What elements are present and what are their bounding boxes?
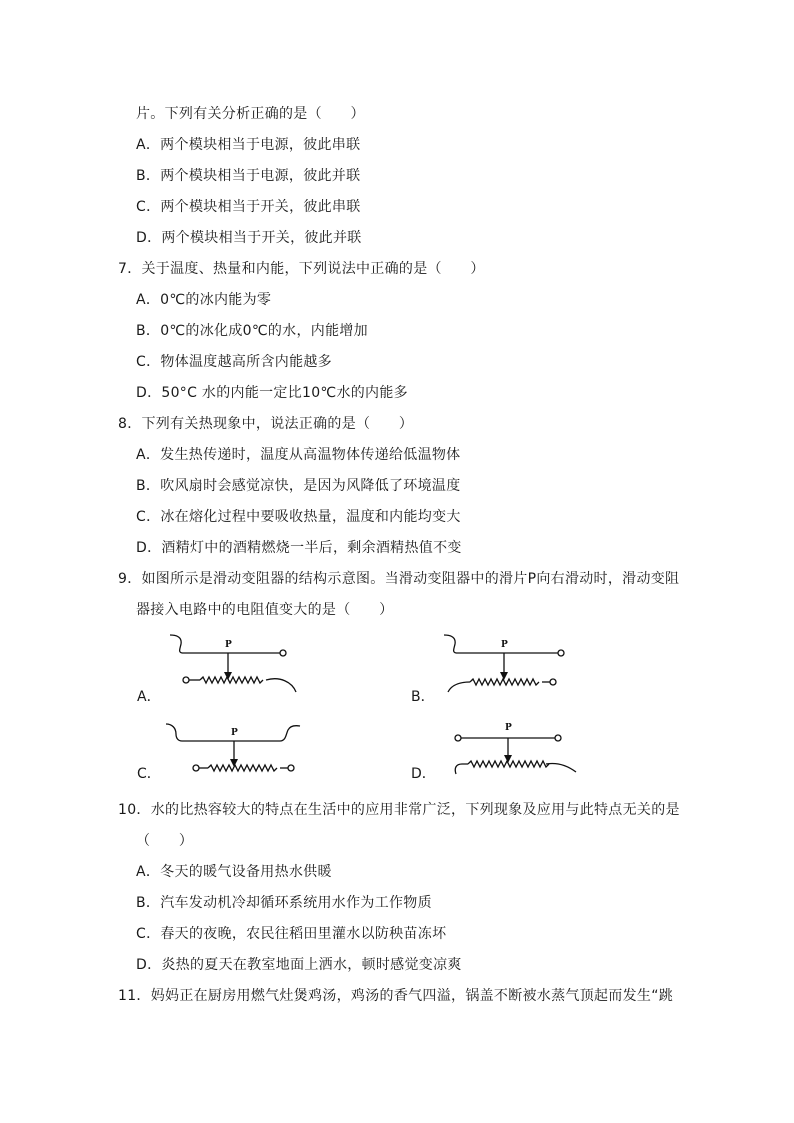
q10-option-a: A．冬天的暖气设备用热水供暖 [136, 864, 332, 880]
q7-stem: 7．关于温度、热量和内能，下列说法中正确的是（ ） [118, 261, 485, 277]
q9-option-c-label: C． [137, 766, 161, 782]
q10-stem-line2: （ ） [136, 833, 194, 849]
q8-option-c: C．冰在熔化过程中要吸收热量，温度和内能均变大 [136, 509, 461, 525]
q9-option-b-label: B． [411, 689, 435, 705]
q11-stem-line1: 11．妈妈正在厨房用燃气灶煲鸡汤，鸡汤的香气四溢，锅盖不断被水蒸气顶起而发生“跳 [118, 988, 674, 1004]
q10-option-c: C．春天的夜晚，农民往稻田里灌水以防秧苗冻坏 [136, 926, 447, 942]
q8-option-d: D．酒精灯中的酒精燃烧一半后，剩余酒精热值不变 [136, 540, 462, 556]
q8-option-b: B．吹风扇时会感觉凉快，是因为风降低了环境温度 [136, 478, 461, 494]
q9-diagram-d [442, 714, 582, 779]
q6-continuation: 片。下列有关分析正确的是（ ） [136, 106, 365, 122]
q9-diagram-c-p-label: P [231, 728, 238, 738]
q6-option-d: D．两个模块相当于开关，彼此并联 [136, 230, 362, 246]
q8-option-a: A．发生热传递时，温度从高温物体传递给低温物体 [136, 447, 461, 463]
q9-diagram-d-p-label: P [505, 723, 512, 733]
q10-stem-line1: 10．水的比热容较大的特点在生活中的应用非常广泛，下列现象及应用与此特点无关的是 [118, 802, 680, 818]
q9-stem-line2: 器接入电路中的电阻值变大的是（ ） [136, 602, 394, 618]
q9-option-d-label: D． [411, 766, 436, 782]
q6-option-c: C．两个模块相当于开关，彼此串联 [136, 199, 361, 215]
q9-stem-line1: 9．如图所示是滑动变阻器的结构示意图。当滑动变阻器中的滑片P向右滑动时，滑动变阻 [118, 571, 680, 587]
q7-option-b: B．0℃的冰化成0℃的水，内能增加 [136, 323, 368, 339]
q7-option-a: A．0℃的冰内能为零 [136, 292, 272, 308]
q6-option-b: B．两个模块相当于电源，彼此并联 [136, 168, 361, 184]
q9-diagram-c [162, 718, 312, 778]
q9-option-a-label: A． [137, 689, 161, 705]
q9-diagram-b-p-label: P [501, 640, 508, 650]
q9-diagram-a [168, 632, 308, 702]
q9-diagram-a-p-label: P [225, 640, 232, 650]
q10-option-d: D．炎热的夏天在教室地面上洒水，顿时感觉变凉爽 [136, 957, 462, 973]
q7-option-d: D．50°C 水的内能一定比10℃水的内能多 [136, 385, 408, 401]
q8-stem: 8．下列有关热现象中，说法正确的是（ ） [118, 416, 414, 432]
q6-option-a: A．两个模块相当于电源，彼此串联 [136, 137, 361, 153]
q7-option-c: C．物体温度越高所含内能越多 [136, 354, 332, 370]
q9-diagram-b [440, 632, 580, 702]
q10-option-b: B．汽车发动机冷却循环系统用水作为工作物质 [136, 895, 432, 911]
